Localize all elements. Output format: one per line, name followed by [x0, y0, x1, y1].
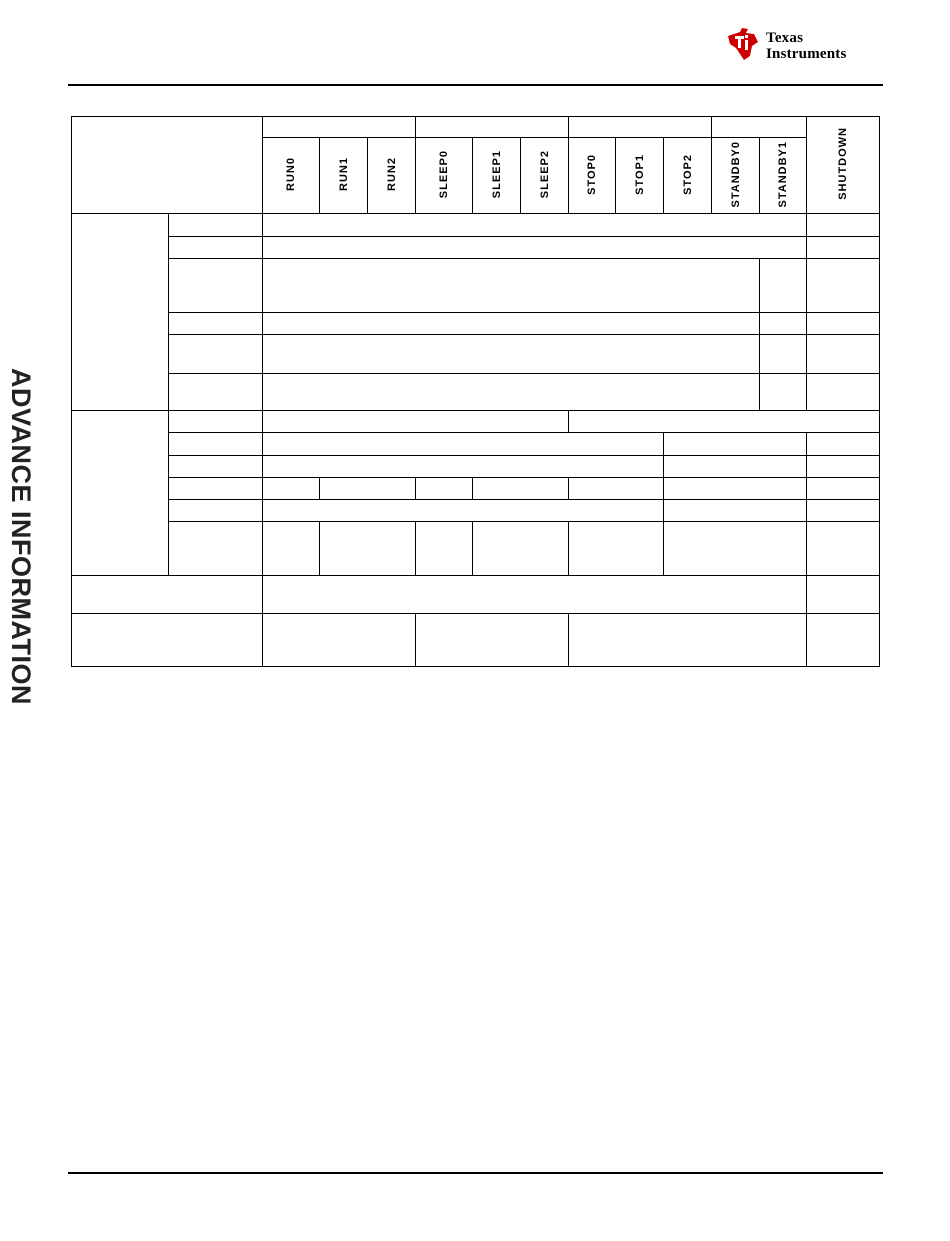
advance-information-label: ADVANCE INFORMATION: [6, 368, 36, 705]
table-row: [72, 478, 880, 500]
section-1-label-cell: [72, 214, 169, 411]
header-sleep0: SLEEP0: [416, 138, 473, 214]
table-cell: [569, 614, 807, 667]
table-cell: [263, 500, 664, 522]
section-2-label-cell: [72, 411, 169, 576]
sleep-group-header: [416, 117, 569, 138]
table-cell: [263, 411, 569, 433]
table-row: [72, 614, 880, 667]
table-cell: [473, 478, 569, 500]
table-cell: [263, 433, 664, 456]
table-cell: [263, 313, 760, 335]
table-cell: [807, 522, 880, 576]
header-stop1: STOP1: [616, 138, 664, 214]
header-run2: RUN2: [368, 138, 416, 214]
table-row: [72, 500, 880, 522]
table-cell: [760, 374, 807, 411]
row-label-cell: [169, 522, 263, 576]
table-cell: [664, 522, 807, 576]
table-cell: [807, 335, 880, 374]
table-cell: [807, 433, 880, 456]
table-cell: [263, 214, 807, 237]
table-cell: [263, 478, 320, 500]
table-row: [72, 259, 880, 313]
table-cell: [569, 478, 664, 500]
table-row: [72, 433, 880, 456]
table-cell: [263, 614, 416, 667]
table-cell: [807, 313, 880, 335]
table-cell: [263, 374, 760, 411]
row-label-cell: [169, 500, 263, 522]
table-cell: [807, 374, 880, 411]
header-shutdown: SHUTDOWN: [807, 117, 880, 214]
header-standby1: STANDBY1: [760, 138, 807, 214]
table-row: [72, 411, 880, 433]
header-stop2: STOP2: [664, 138, 712, 214]
table-cell: [320, 522, 416, 576]
table-row: [72, 576, 880, 614]
standby-group-header: [712, 117, 807, 138]
row-label-cell: [72, 614, 263, 667]
table-cell: [473, 522, 569, 576]
table-cell: [263, 237, 807, 259]
ti-state-icon: [724, 26, 764, 62]
header-run1: RUN1: [320, 138, 368, 214]
footer-rule: [68, 1172, 883, 1174]
table-cell: [807, 576, 880, 614]
table-cell: [263, 576, 807, 614]
header-rule: [68, 84, 883, 86]
table-cell: [807, 237, 880, 259]
table-cell: [760, 313, 807, 335]
table-cell: [760, 335, 807, 374]
logo-line-texas: Texas: [766, 30, 804, 46]
table-cell: [807, 614, 880, 667]
stop-group-header: [569, 117, 712, 138]
row-label-cell: [72, 576, 263, 614]
table-cell: [416, 478, 473, 500]
corner-header-cell: [72, 117, 263, 214]
table-cell: [416, 614, 569, 667]
table-cell: [263, 522, 320, 576]
row-label-cell: [169, 313, 263, 335]
table-cell: [664, 433, 807, 456]
table-row: [72, 237, 880, 259]
row-label-cell: [169, 456, 263, 478]
row-label-cell: [169, 259, 263, 313]
header-run0: RUN0: [263, 138, 320, 214]
table-cell: [807, 500, 880, 522]
table-row: [72, 522, 880, 576]
row-label-cell: [169, 433, 263, 456]
table-row: [72, 117, 880, 138]
table-cell: [807, 214, 880, 237]
table-row: [72, 335, 880, 374]
run-group-header: [263, 117, 416, 138]
table-cell: [760, 259, 807, 313]
header-sleep2: SLEEP2: [521, 138, 569, 214]
row-label-cell: [169, 214, 263, 237]
row-label-cell: [169, 374, 263, 411]
header-stop0: STOP0: [569, 138, 616, 214]
texas-instruments-logo: [724, 26, 884, 66]
table-cell: [664, 478, 807, 500]
table-cell: [416, 522, 473, 576]
table-row: [72, 456, 880, 478]
table-cell: [664, 456, 807, 478]
operating-modes-table: [71, 116, 880, 667]
row-label-cell: [169, 335, 263, 374]
table-cell: [664, 500, 807, 522]
table-cell: [263, 335, 760, 374]
table-row: [72, 214, 880, 237]
table-cell: [807, 456, 880, 478]
table-cell: [263, 259, 760, 313]
row-label-cell: [169, 237, 263, 259]
header-standby0: STANDBY0: [712, 138, 760, 214]
table-cell: [569, 411, 880, 433]
table-cell: [807, 259, 880, 313]
row-label-cell: [169, 478, 263, 500]
header-sleep1: SLEEP1: [473, 138, 521, 214]
table-cell: [807, 478, 880, 500]
table-row: [72, 374, 880, 411]
row-label-cell: [169, 411, 263, 433]
table-cell: [320, 478, 416, 500]
table-cell: [569, 522, 664, 576]
table-row: [72, 313, 880, 335]
table-cell: [263, 456, 664, 478]
logo-line-instruments: Instruments: [766, 46, 847, 62]
